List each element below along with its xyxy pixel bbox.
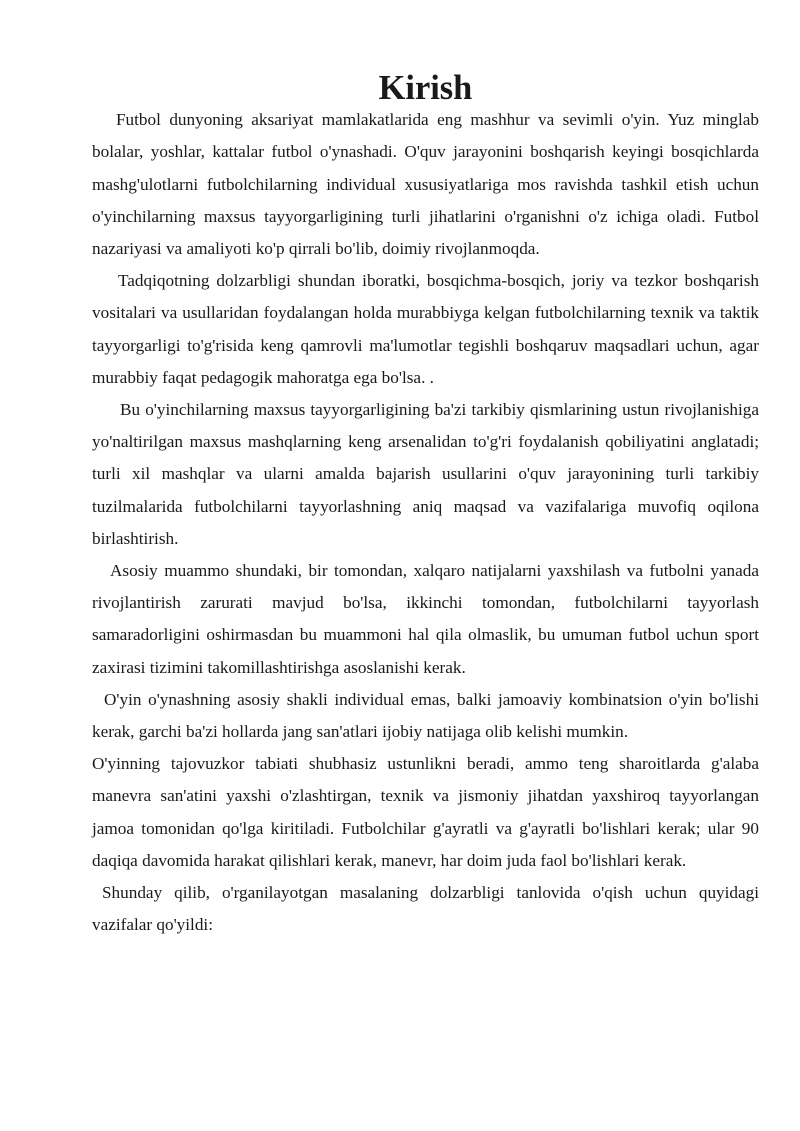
paragraph-exercises: Bu o'yinchilarning maxsus tayyorgarligining ba'zi tarkibiy qismlarining ustun rivojlanishiga yo'naltirilgan maxsus mashqlarning keng arsenalidan to'g'ri foydalanish qobiliyatini anglatadi; turli xil mashqlar va ularni amalda bajarish usullarini o'quv jarayonining turli tarkibiy tuzilmalarida futbolchilarni tayyorlashning aniq maqsad va vazifalariga muvofiq oqilona birlashtirish.: [92, 400, 759, 548]
paragraph-tasks: Shunday qilib, o'rganilayotgan masalaning dolzarbligi tanlovida o'qish uchun quyidagi vazifalar qo'yildi:: [92, 883, 759, 935]
paragraph-intro: Futbol dunyoning aksariyat mamlakatlarida eng mashhur va sevimli o'yin. Yuz minglab bolalar, yoshlar, kattalar futbol o'ynashadi. O'quv jarayonini boshqarish keyingi bosqichlarda mashg'ulotlarni futbolchilarning individual xususiyatlariga mos ravishda tashkil etish uchun o'yinchilarning maxsus tayyorgarligining turli jihatlarini o'rganishni o'z ichiga oladi. Futbol nazariyasi va amaliyoti ko'p qirrali bo'lib, doimiy rivojlanmoqda.: [92, 110, 759, 259]
document-page: [92, 69, 759, 941]
paragraph-relevance: Tadqiqotning dolzarbligi shundan iboratki, bosqichma-bosqich, joriy va tezkor boshqarish vositalari va usullaridan foydalangan holda murabbiyga kelgan futbolchilarning texnik va taktik tayyorgarligi to'g'risida keng qamrovli ma'lumotlar tegishli boshqaruv maqsadlari uchun, agar murabbiy faqat pedagogik mahoratga ega bo'lsa. .: [92, 271, 759, 387]
paragraph-game-form: O'yin o'ynashning asosiy shakli individual emas, balki jamoaviy kombinatsion o'yin bo'lishi kerak, garchi ba'zi hollarda jang san'atlari ijobiy natijaga olib kelishi mumkin.: [92, 689, 759, 742]
document-title: Kirish: [378, 69, 473, 107]
paragraph-aggressive-nature: O'yinning tajovuzkor tabiati shubhasiz ustunlikni beradi, ammo teng sharoitlarda g'alaba manevra san'atini yaxshi o'zlashtirgan, texnik va jismoniy jihatdan yaxshiroq tayyorlangan jamoa tomonidan qo'lga kiritiladi. Futbolchilar g'ayratli va g'ayratli bo'lishlari kerak; ular 90 daqiqa davomida harakat qilishlari kerak, manevr, har doim juda faol bo'lishlari kerak.: [92, 754, 759, 870]
paragraph-main-problem: Asosiy muammo shundaki, bir tomondan, xalqaro natijalarni yaxshilash va futbolni yanada rivojlantirish zarurati mavjud bo'lsa, ikkinchi tomondan, futbolchilarni tayyorlash samaradorligini oshirmasdan bu muammoni hal qila olmaslik, bu umuman futbol uchun sport zaxirasi tizimini takomillashtirishga asoslanishi kerak.: [92, 561, 759, 677]
